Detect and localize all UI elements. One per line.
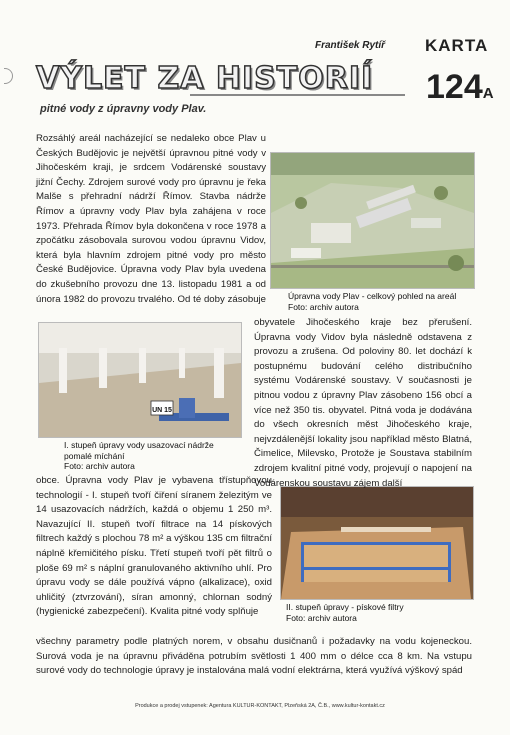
binder-hole-mark (4, 68, 13, 84)
author-name: František Rytíř (315, 40, 386, 51)
footer-note: Produkce a prodej vstupenek: Agentura KULTUR-KONTAKT, Plzeňská 2A, Č.B., www.kultur-kontakt.cz (135, 703, 385, 709)
body-paragraph-3: obce. Úpravna vody Plav je vybavena třístupňovou technologií - I. stupeň tvoří čiření síranem železitým ve 14 usazovacích nádržích, každá o objemu 1 250 m³. Navazující II. stupeň tvoří filtrace na 14 pískových filtrech každý s plochou 78 m² a výškou 135 cm filtrační náplně křemičitého písku. Třetí stupeň tvoří pět filtrů o ploše 69 m² s náplní granulovaného aktivního uhlí. Pro úpravu vody se dále používá vápno (alkalizace), oxid uhličitý (ztvrzování), síran amonný, chlornan sodný (hygienické zabezpečení). Kvalita pitné vody splňuje (36, 475, 272, 618)
filter-caption (286, 602, 446, 623)
basin-caption-title: I. stupeň úpravy vody usazovací nádrže pomalé míchání (64, 440, 214, 461)
filter-caption-title: II. stupeň úpravy - pískové filtry (286, 602, 404, 612)
body-paragraph-2: obyvatele Jihočeského kraje bez přerušení. Úpravna vody Vidov byla následně odstavena z provozu a zrušena. Od poloviny 80. let dochází k postupnému budování celého distribučního systému Vodárenské soustavy. V současnosti je pitnou vodou z úpravny Plav zásobeno 156 obcí a více než 350 tis. obyvatel. Pitná voda je dodávána do všech okresních měst Jihočeského kraje, nejvzdálenější lokality jsou například město Blatná, Čimelice, Milevsko, Protože je Soustava stabilním zdrojem kvalitní pitné vody, projevují o napojení na Vodárenskou soustavu zájem další (254, 317, 472, 489)
karta-label: KARTA (425, 36, 489, 55)
karta-number (426, 70, 494, 111)
basin-sign: UN 15 (152, 407, 172, 414)
karta-number-digits: 124 (426, 68, 483, 106)
aerial-caption-credit: Foto: archiv autora (288, 301, 359, 312)
basin-photo (38, 322, 242, 438)
page-subtitle: pitné vody z úpravny vody Plav. (40, 103, 207, 115)
filter-photo (280, 486, 474, 600)
aerial-caption (288, 291, 474, 312)
body-paragraph-4: všechny parametry podle platných norem, v obsahu dusičnanů i požadavky na vodu kojeneckou. Surová voda je na úpravnu přiváděna potrubím světlosti 1 400 mm o délce cca 8 km. Na vstupu surové vody do technologie úpravy je instalována malá vodní elektrárna, která využívá výškový spád (36, 636, 472, 677)
aerial-caption-title: Úpravna vody Plav - celkový pohled na areál (288, 291, 457, 301)
page-title: VÝLET ZA HISTORIÍ (36, 61, 374, 96)
basin-caption-credit: Foto: archiv autora (64, 461, 135, 471)
title-rule (190, 94, 405, 96)
karta-number-suffix: A (482, 85, 494, 102)
filter-caption-credit: Foto: archiv autora (286, 612, 357, 623)
body-paragraph-1: Rozsáhlý areál nacházející se nedaleko obce Plav u Českých Budějovic je největší úpravnou pitné vody v Jihočeském kraji, je srdcem Vodárenské soustavy jižní Čechy. Zdrojem surové vody pro úpravnu je řeka Malše s přehradní nádrží Římov. Stavba nádrže Římov a úpravny vody Plav byla zahájena v roce 1973. Přehrada Římov byla dokončena v roce 1978 a zpočátku zásobovala surovou vodou úpravnu Vidov, která byla hlavním zdrojem pitné vody pro město České Budějovice. Úpravna vody Plav byla uvedena do zkušebního provozu dne 13. listopadu 1981 a od února 1982 do provozu trvalého. Od té doby zásobuje (36, 133, 266, 305)
aerial-photo (270, 152, 475, 289)
basin-caption (64, 440, 242, 472)
